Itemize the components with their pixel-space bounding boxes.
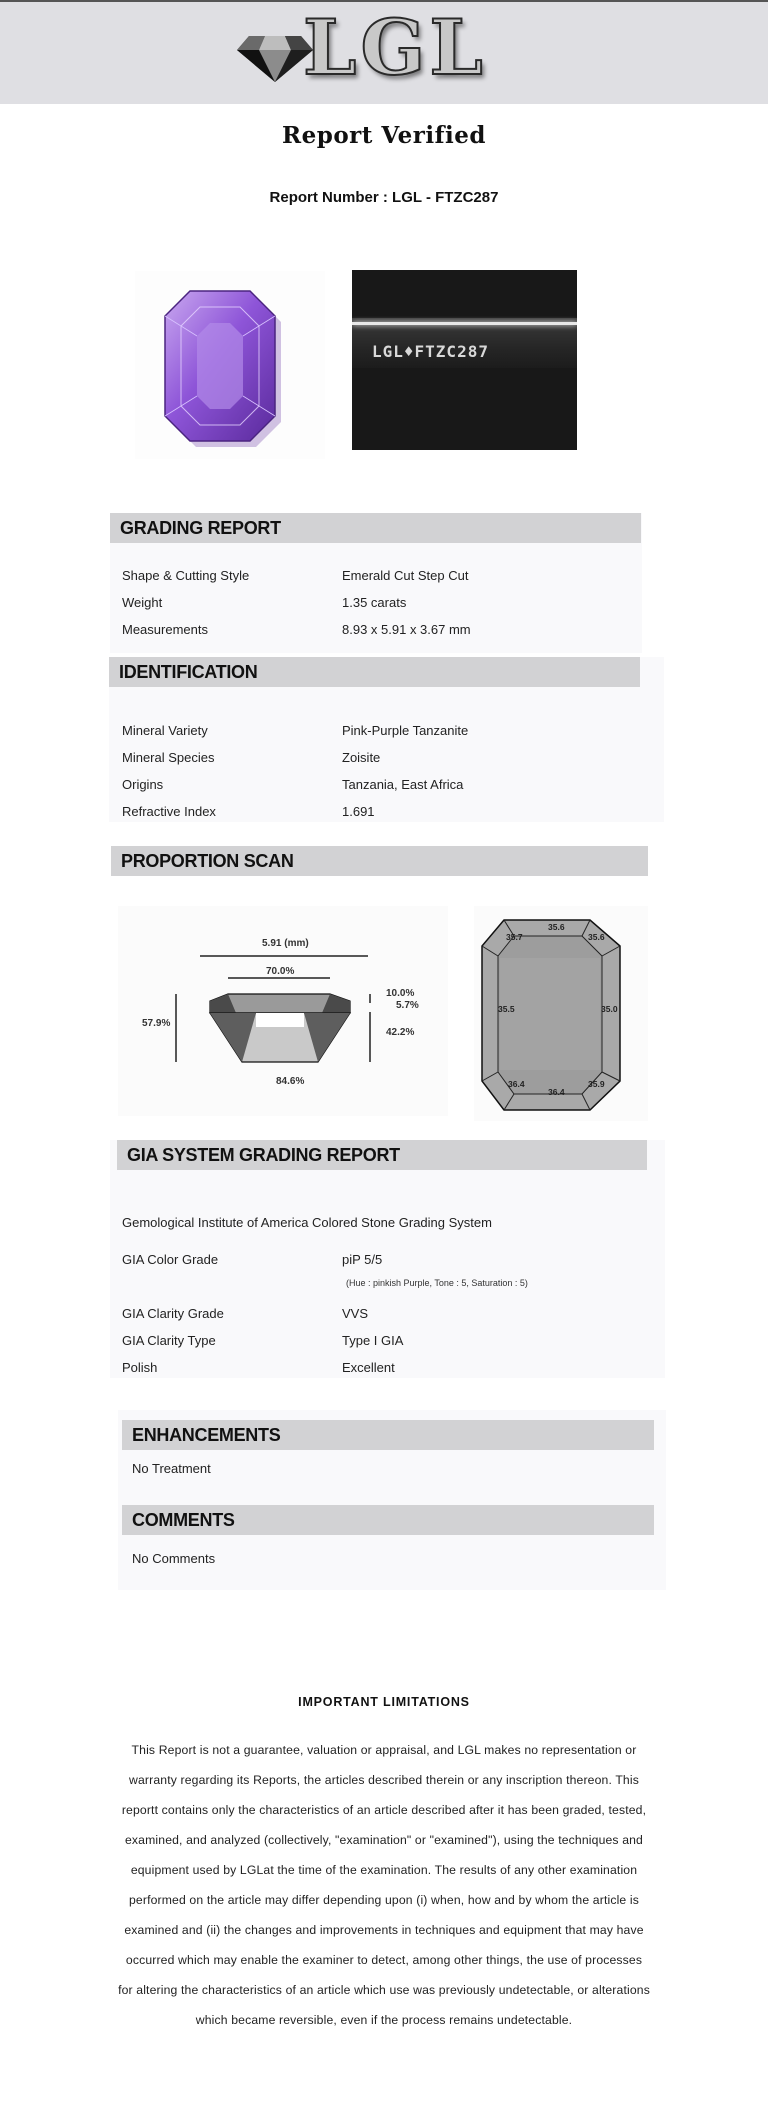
identification-value: 1.691 xyxy=(342,804,375,819)
limitations-body: This Report is not a guarantee, valuation or appraisal, and LGL makes no representation or warranty regarding its Reports, the articles described therein or any inscription thereon. This reportt contains only the characteristics of an article described after it has been graded, tested, examined, and analyzed (collectively, "examination" or "examined"), using the techniques and equipment used by LGLat the time of the examination. The results of any other examination performed on the article may differ depending upon (i) when, how and by whom the article is examined and (ii) the changes and improvements in techniques and equipment that may have occurred which may enable the examiner to detect, among other things, the use of processes for altering the characteristics of an article which use was previously undetectable, or alterations which became reversible, even if the process remains undetectable. xyxy=(118,1743,650,2027)
grading-value: Emerald Cut Step Cut xyxy=(342,568,469,583)
page-title: Report Verified xyxy=(282,122,486,149)
gem-photo xyxy=(135,271,325,459)
header-banner xyxy=(0,2,768,104)
gia-value: Excellent xyxy=(342,1360,395,1375)
grading-label: Weight xyxy=(122,595,163,610)
top-view-diagram xyxy=(474,906,648,1121)
profile-diagram xyxy=(118,906,448,1116)
grading-value: 1.35 carats xyxy=(342,595,407,610)
identification-label: Refractive Index xyxy=(122,804,216,819)
enhancements-text: No Treatment xyxy=(132,1461,211,1476)
proportion-heading: PROPORTION SCAN xyxy=(111,846,648,876)
limitations-heading: IMPORTANT LIMITATIONS xyxy=(298,1695,470,1709)
gia-color-value: piP 5/5 xyxy=(342,1252,383,1267)
profile-crown-label: 10.0% xyxy=(386,988,415,999)
profile-width-label: 5.91 (mm) xyxy=(262,938,309,949)
profile-table-label: 70.0% xyxy=(266,966,295,977)
identification-section xyxy=(109,657,664,822)
comments-text: No Comments xyxy=(132,1551,216,1566)
girdle-highlight xyxy=(352,322,577,325)
comments-heading: COMMENTS xyxy=(122,1505,654,1535)
gia-value: Type I GIA xyxy=(342,1333,404,1348)
profile-girdle-label: 5.7% xyxy=(396,1000,419,1011)
gia-color-label: GIA Color Grade xyxy=(122,1252,219,1267)
top-bl-label: 36.4 xyxy=(508,1079,525,1089)
grading-heading: GRADING REPORT xyxy=(110,513,641,543)
identification-heading: IDENTIFICATION xyxy=(109,657,640,687)
inscription-text: LGL♦FTZC287 xyxy=(372,342,489,361)
top-right-label: 35.0 xyxy=(601,1004,618,1014)
gia-label: GIA Clarity Type xyxy=(122,1333,216,1348)
gia-color-note: (Hue : pinkish Purple, Tone : 5, Saturation : 5) xyxy=(346,1278,528,1288)
profile-depth-label: 57.9% xyxy=(142,1018,171,1029)
inscription-photo xyxy=(352,270,577,450)
grading-label: Shape & Cutting Style xyxy=(122,568,250,583)
report-number: Report Number : LGL - FTZC287 xyxy=(269,189,499,206)
gia-heading: GIA SYSTEM GRADING REPORT xyxy=(117,1140,647,1170)
enhancements-heading: ENHANCEMENTS xyxy=(122,1420,654,1450)
grading-value: 8.93 x 5.91 x 3.67 mm xyxy=(342,622,471,637)
identification-value: Pink-Purple Tanzanite xyxy=(342,723,469,738)
top-top-label: 35.6 xyxy=(548,922,565,932)
grading-label: Measurements xyxy=(122,622,208,637)
top-tr-label: 35.6 xyxy=(588,932,605,942)
gia-label: GIA Clarity Grade xyxy=(122,1306,224,1321)
identification-label: Origins xyxy=(122,777,164,792)
gia-label: Polish xyxy=(122,1360,158,1375)
top-tl-label: 35.7 xyxy=(506,932,523,942)
top-bottom-label: 36.4 xyxy=(548,1087,565,1097)
identification-label: Mineral Species xyxy=(122,750,215,765)
top-left-label: 35.5 xyxy=(498,1004,515,1014)
profile-pavilion-label: 42.2% xyxy=(386,1027,415,1038)
identification-label: Mineral Variety xyxy=(122,723,208,738)
identification-value: Tanzania, East Africa xyxy=(342,777,464,792)
lgl-logo[interactable] xyxy=(235,3,495,92)
top-br-label: 35.9 xyxy=(588,1079,605,1089)
identification-value: Zoisite xyxy=(342,750,381,765)
gia-intro: Gemological Institute of America Colored Stone Grading System xyxy=(122,1215,492,1230)
logo-text: LGL xyxy=(303,3,487,92)
gia-value: VVS xyxy=(342,1306,369,1321)
profile-culet-label: 84.6% xyxy=(276,1076,305,1087)
